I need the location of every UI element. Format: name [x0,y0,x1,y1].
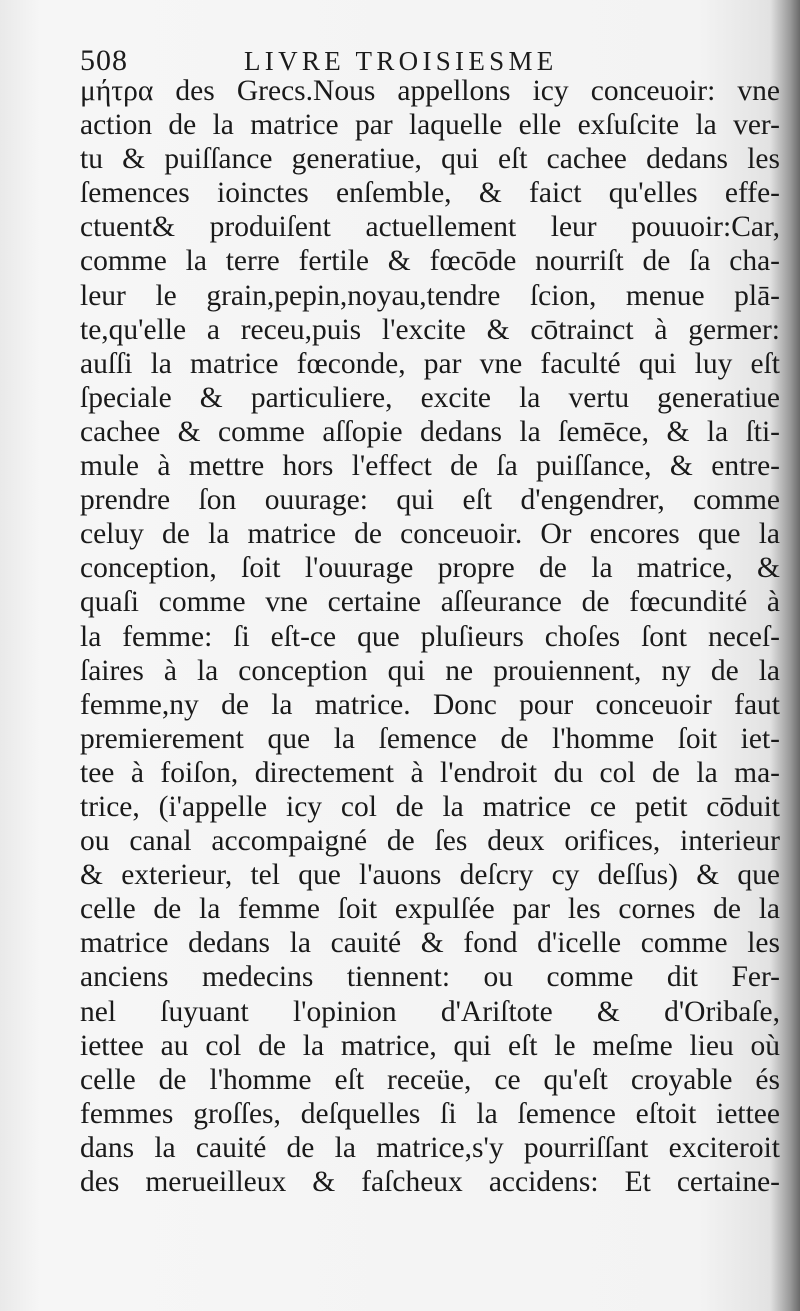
text-line: prendre ſon ouurage: qui eſt d'engendrer, comme [80,484,780,517]
text-line: tu & puiſſance generatiue, qui eſt cachee dedans les [80,143,780,176]
text-line: auſſi la matrice fœconde, par vne faculté qui luy eſt [80,347,780,380]
text-line: tee à foiſon, directement à l'endroit du col de la ma- [80,756,780,789]
text-line: celle de l'homme eſt receüe, ce qu'eſt croyable és [80,1063,780,1096]
text-line: femmes groſſes, deſquelles ſi la ſemence eſtoit iettee [80,1097,780,1130]
text-line: anciens medecins tiennent: ou comme dit Fer- [80,961,780,994]
text-line: comme la terre fertile & fœcōde nourriſt de ſa cha- [80,245,780,278]
text-line: cachee & comme aſſopie dedans la ſemēce, & la ſti- [80,415,780,448]
text-line: & exterieur, tel que l'auons deſcry cy deſſus) & que [80,859,780,892]
text-line: nel ſuyuant l'opinion d'Ariſtote & d'Oribaſe, [80,995,780,1028]
body-text [80,74,780,1199]
text-line: leur le grain,pepin,noyau,tendre ſcion, menue plā- [80,279,780,312]
running-title: LIVRE TROISIESME [244,46,558,76]
text-line: te,qu'elle a receu,puis l'excite & cōtrainct à germer: [80,313,780,346]
text-line: ſemences ioinctes enſemble, & faict qu'elles effe- [80,177,780,210]
text-line: iettee au col de la matrice, qui eſt le meſme lieu où [80,1029,780,1062]
text-line: dans la cauité de la matrice,s'y pourriſſant exciteroit [80,1131,780,1164]
text-line: μήτρα des Grecs.Nous appellons icy conceuoir: vne [80,75,780,107]
text-line: action de la matrice par laquelle elle exſuſcite la ver- [80,109,780,142]
text-line: matrice dedans la cauité & fond d'icelle comme les [80,927,780,960]
text-line: conception, ſoit l'ouurage propre de la matrice, & [80,552,780,585]
text-line: trice, (i'appelle icy col de la matrice ce petit cōduit [80,790,780,823]
text-line: la femme: ſi eſt-ce que pluſieurs choſes ſont neceſ- [80,620,780,653]
text-line: des merueilleux & faſcheux accidens: Et certaine- [80,1166,780,1198]
text-line: premierement que la ſemence de l'homme ſoit iet- [80,722,780,755]
page-number: 508 [80,44,128,77]
text-line: ſaires à la conception qui ne prouiennent, ny de la [80,654,780,687]
text-line: ctuent& produiſent actuellement leur pouuoir:Car, [80,211,780,244]
text-line: femme,ny de la matrice. Donc pour conceuoir faut [80,688,780,721]
text-line: ou canal accompaigné de ſes deux orifices, interieur [80,825,780,858]
text-line: celuy de la matrice de conceuoir. Or encores que la [80,518,780,551]
text-line: quaſi comme vne certaine aſſeurance de fœcundité à [80,586,780,619]
text-line: celle de la femme ſoit expulſée par les cornes de la [80,893,780,926]
text-line: mule à mettre hors l'effect de ſa puiſſance, & entre- [80,450,780,483]
text-line: ſpeciale & particuliere, excite la vertu generatiue [80,381,780,414]
